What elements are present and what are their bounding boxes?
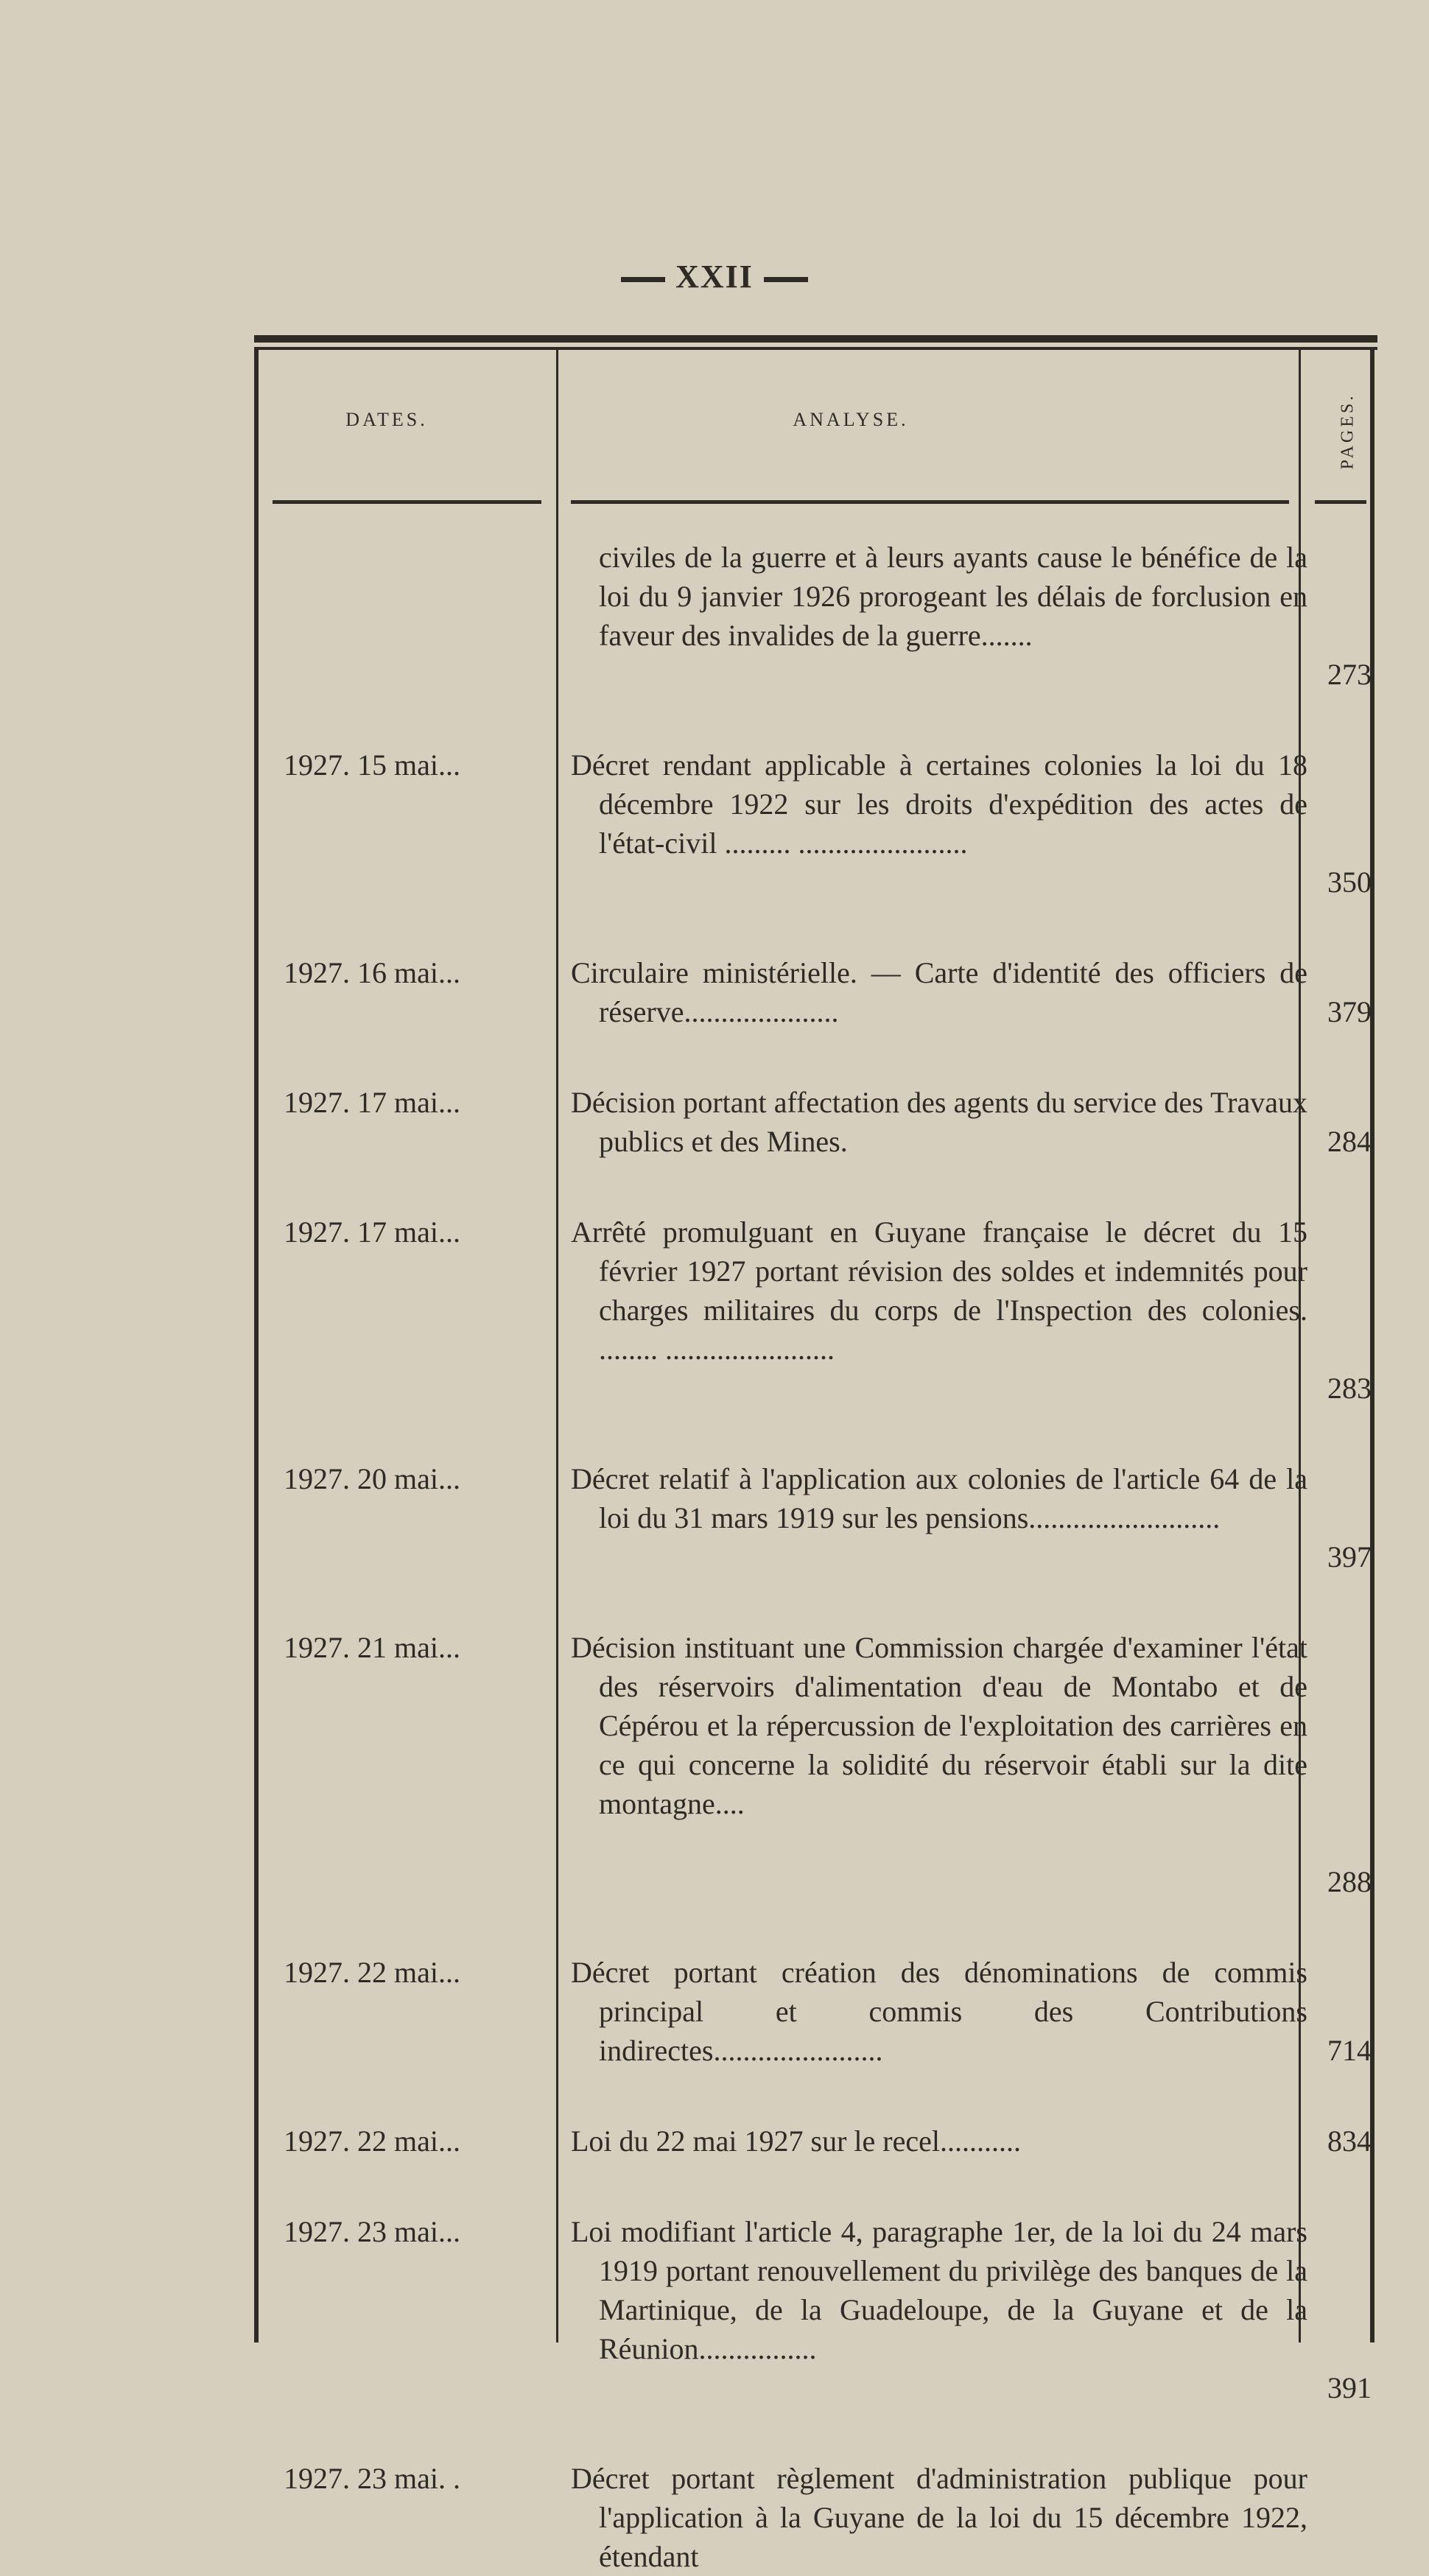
entry-analysis: Décret relatif à l'application aux colonies de l'article 64 de la loi du 31 mars 1919 sur les pensions.......................... xyxy=(571,1462,1307,1534)
entry-page: 350 xyxy=(1327,866,1372,899)
entry-date: 1927. 16 mai... xyxy=(284,956,460,989)
entry-analysis: Loi du 22 mai 1927 sur le recel........... xyxy=(571,2124,1021,2158)
entry-page: 283 xyxy=(1327,1372,1372,1405)
entry-analysis: Arrêté promulguant en Guyane française le décret du 15 février 1927 portant révision des soldes et indemnités pour charges militaires du corps de l'Inspection des colonies. ........ ....................... xyxy=(571,1215,1307,1366)
entry-date: 1927. 17 mai... xyxy=(284,1215,460,1249)
entry-analysis: Loi modifiant l'article 4, paragraphe 1er, de la loi du 24 mars 1919 portant renouvellement du privilège des banques de la Martinique, de la Guadeloupe, de la Guyane et de la Réunion................ xyxy=(571,2215,1307,2365)
entry-analysis: civiles de la guerre et à leurs ayants cause le bénéfice de la loi du 9 janvier 1926 prorogeant les délais de forclusion en faveur des invalides de la guerre....... xyxy=(599,541,1307,652)
entry-analysis: Décision portant affectation des agents du service des Travaux publics et des Mines. xyxy=(571,1086,1307,1158)
entry-date: 1927. 21 mai... xyxy=(284,1631,460,1664)
table-top-rule xyxy=(254,335,1377,343)
entry-page: 397 xyxy=(1327,1540,1372,1573)
page-number xyxy=(0,258,1429,295)
entry-date: 1927. 17 mai... xyxy=(284,1086,460,1119)
entry-analysis: Décret rendant applicable à certaines colonies la loi du 18 décembre 1922 sur les droits d'expédition des actes de l'état-civil ......... ....................... xyxy=(571,748,1307,860)
entry-page: 391 xyxy=(1327,2371,1372,2404)
header-rule-dates xyxy=(273,500,541,504)
header-dates: DATES. xyxy=(345,409,428,430)
entry-analysis: Décret portant règlement d'administration publique pour l'application à la Guyane de la loi du 15 décembre 1922, étendant xyxy=(571,2462,1307,2573)
entry-page: 714 xyxy=(1327,2034,1372,2067)
entry-page: 834 xyxy=(1327,2124,1372,2158)
entry-analysis: Décret portant création des dénominations de commis principal et commis des Contributions indirectes....................... xyxy=(571,1956,1307,2067)
header-rule-pages xyxy=(1315,500,1366,504)
header-pages xyxy=(1326,387,1370,475)
entry-page: 288 xyxy=(1327,1865,1372,1898)
entry-date: 1927. 15 mai... xyxy=(284,748,460,782)
entry-analysis: Décision instituant une Commission chargée d'examiner l'état des réservoirs d'alimentation d'eau de Montabo et de Cépérou et la répercussion de l'exploitation des carrières en ce qui concerne la solidité du réservoir établi sur la dite montagne.... xyxy=(571,1631,1307,1820)
entry-date: 1927. 20 mai... xyxy=(284,1462,460,1495)
entry-analysis: Circulaire ministérielle. — Carte d'identité des officiers de réserve..................... xyxy=(571,956,1307,1028)
dates-column-divider xyxy=(556,350,558,2342)
header-pages-text: PAGES. xyxy=(1338,393,1358,469)
entry-date: 1927. 22 mai... xyxy=(284,1956,460,1989)
entry-date: 1927. 22 mai... xyxy=(284,2124,460,2158)
dash-left xyxy=(621,277,665,282)
entry-page: 273 xyxy=(1327,658,1372,691)
entry-date: 1927. 23 mai. . xyxy=(284,2462,460,2495)
entry-page: 379 xyxy=(1327,995,1372,1028)
table-top-rule-thin xyxy=(254,347,1377,350)
entry-page: 284 xyxy=(1327,1125,1372,1158)
page-number-text: XXII xyxy=(675,259,754,295)
entry-date: 1927. 23 mai... xyxy=(284,2215,460,2248)
header-rule-analyse xyxy=(571,500,1289,504)
left-border xyxy=(254,350,259,2342)
header-analyse: ANALYSE. xyxy=(793,409,909,430)
index-table xyxy=(254,335,1377,2573)
dash-right xyxy=(764,277,808,282)
